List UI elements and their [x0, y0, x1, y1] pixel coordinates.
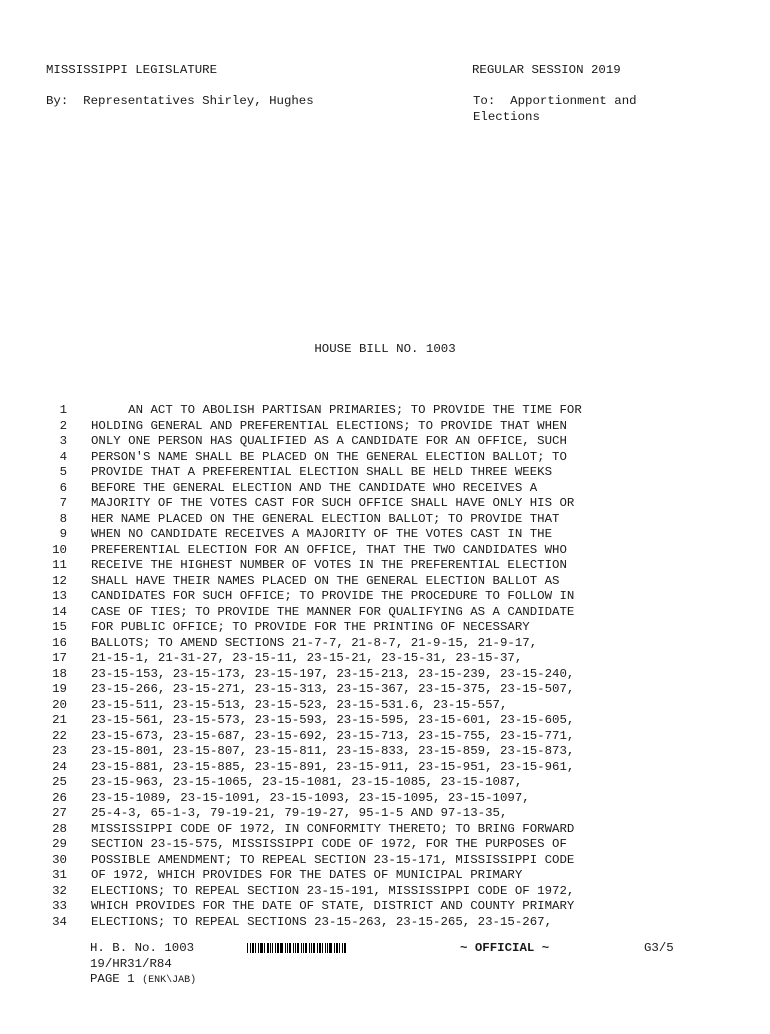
bill-line [40, 884, 740, 900]
line-number: 23 [52, 744, 67, 758]
bill-line [40, 465, 740, 481]
line-number: 18 [52, 666, 67, 681]
footer-page-code: G3/5 [644, 941, 674, 955]
line-number: 30 [52, 852, 67, 867]
bill-line [40, 605, 740, 621]
bill-line [40, 915, 740, 931]
bill-line [40, 853, 740, 869]
line-number: 8 [59, 511, 67, 526]
bill-line [40, 775, 740, 791]
session-label: REGULAR SESSION 2019 [472, 63, 621, 77]
line-number: 14 [52, 604, 67, 619]
bill-line [40, 450, 740, 466]
bill-line [40, 589, 740, 605]
bill-text [40, 403, 740, 930]
line-number: 32 [52, 883, 67, 898]
bill-line [40, 729, 740, 745]
line-text: 23-15-561, 23-15-573, 23-15-593, 23-15-595, 23-15-601, 23-15-605, [91, 713, 575, 727]
line-number: 17 [52, 651, 67, 665]
bill-line [40, 574, 740, 590]
bill-line [40, 760, 740, 776]
bill-line [40, 512, 740, 528]
line-number: 34 [52, 914, 67, 929]
line-text: 23-15-801, 23-15-807, 23-15-811, 23-15-833, 23-15-859, 23-15-873, [91, 744, 575, 758]
line-number: 9 [59, 527, 67, 541]
line-number: 24 [52, 759, 67, 774]
bill-line [40, 419, 740, 435]
bill-line [40, 899, 740, 915]
line-text: PROVIDE THAT A PREFERENTIAL ELECTION SHALL BE HELD THREE WEEKS [91, 465, 553, 479]
bill-line [40, 868, 740, 884]
line-number: 27 [52, 806, 67, 820]
bill-line [40, 496, 740, 512]
bill-line [40, 713, 740, 729]
line-text: AN ACT TO ABOLISH PARTISAN PRIMARIES; TO PROVIDE THE TIME FOR [91, 403, 582, 417]
line-text: HOLDING GENERAL AND PREFERENTIAL ELECTIONS; TO PROVIDE THAT WHEN [91, 418, 567, 433]
bill-line [40, 651, 740, 667]
bill-line [40, 543, 740, 559]
line-text: HER NAME PLACED ON THE GENERAL ELECTION BALLOT; TO PROVIDE THAT [91, 511, 560, 526]
line-text: 21-15-1, 21-31-27, 23-15-11, 23-15-21, 23-15-31, 23-15-37, [91, 651, 523, 665]
line-text: CASE OF TIES; TO PROVIDE THE MANNER FOR QUALIFYING AS A CANDIDATE [91, 604, 575, 619]
line-text: 23-15-1089, 23-15-1091, 23-15-1093, 23-15-1095, 23-15-1097, [91, 790, 530, 805]
line-number: 10 [52, 542, 67, 557]
page-footer [90, 941, 690, 988]
line-text: PERSON'S NAME SHALL BE PLACED ON THE GENERAL ELECTION BALLOT; TO [91, 449, 567, 464]
line-text: BALLOTS; TO AMEND SECTIONS 21-7-7, 21-8-7, 21-9-15, 21-9-17, [91, 635, 538, 650]
line-text: 23-15-511, 23-15-513, 23-15-523, 23-15-531.6, 23-15-557, [91, 697, 508, 712]
footer-drafter: (ENK\JAB) [142, 975, 197, 986]
line-text: 23-15-963, 23-15-1065, 23-15-1081, 23-15-1085, 23-15-1087, [91, 775, 523, 789]
bill-line [40, 527, 740, 543]
line-text: FOR PUBLIC OFFICE; TO PROVIDE FOR THE PRINTING OF NECESSARY [91, 620, 530, 634]
line-text: MISSISSIPPI CODE OF 1972, IN CONFORMITY THERETO; TO BRING FORWARD [91, 821, 575, 836]
line-number: 29 [52, 837, 67, 851]
line-number: 25 [52, 775, 67, 789]
line-number: 20 [52, 697, 67, 712]
line-number: 5 [59, 465, 67, 479]
line-number: 21 [52, 713, 67, 727]
barcode-icon [247, 943, 347, 953]
line-number: 3 [59, 434, 67, 448]
line-text: SECTION 23-15-575, MISSISSIPPI CODE OF 1972, FOR THE PURPOSES OF [91, 837, 567, 851]
line-text: BEFORE THE GENERAL ELECTION AND THE CANDIDATE WHO RECEIVES A [91, 480, 538, 495]
line-number: 33 [52, 899, 67, 913]
line-text: MAJORITY OF THE VOTES CAST FOR SUCH OFFICE SHALL HAVE ONLY HIS OR [91, 496, 575, 510]
line-text: RECEIVE THE HIGHEST NUMBER OF VOTES IN THE PREFERENTIAL ELECTION [91, 558, 567, 572]
line-text: POSSIBLE AMENDMENT; TO REPEAL SECTION 23-15-171, MISSISSIPPI CODE [91, 852, 575, 867]
line-number: 19 [52, 682, 67, 696]
line-number: 28 [52, 821, 67, 836]
line-text: 23-15-881, 23-15-885, 23-15-891, 23-15-911, 23-15-951, 23-15-961, [91, 759, 575, 774]
bill-line [40, 558, 740, 574]
line-text: 23-15-673, 23-15-687, 23-15-692, 23-15-713, 23-15-755, 23-15-771, [91, 728, 575, 743]
line-text: 23-15-266, 23-15-271, 23-15-313, 23-15-367, 23-15-375, 23-15-507, [91, 682, 575, 696]
committee-referral [473, 94, 637, 125]
line-text: WHEN NO CANDIDATE RECEIVES A MAJORITY OF THE VOTES CAST IN THE [91, 527, 553, 541]
line-text: ONLY ONE PERSON HAS QUALIFIED AS A CANDIDATE FOR AN OFFICE, SUCH [91, 434, 567, 448]
legislature-name: MISSISSIPPI LEGISLATURE [46, 63, 218, 77]
line-text: PREFERENTIAL ELECTION FOR AN OFFICE, THAT THE TWO CANDIDATES WHO [91, 542, 567, 557]
line-number: 2 [59, 418, 67, 433]
line-text: OF 1972, WHICH PROVIDES FOR THE DATES OF MUNICIPAL PRIMARY [91, 868, 523, 882]
bill-line [40, 806, 740, 822]
line-number: 4 [59, 449, 67, 464]
line-number: 1 [59, 403, 67, 417]
bill-line [40, 434, 740, 450]
line-text: 23-15-153, 23-15-173, 23-15-197, 23-15-213, 23-15-239, 23-15-240, [91, 666, 575, 681]
committee-line-1: To: Apportionment and [473, 94, 637, 108]
sponsors: By: Representatives Shirley, Hughes [46, 94, 314, 108]
footer-session-code: 19/HR31/R84 [90, 956, 172, 971]
line-number: 16 [52, 635, 67, 650]
line-number: 11 [52, 558, 67, 572]
line-number: 31 [52, 868, 67, 882]
line-number: 15 [52, 620, 67, 634]
line-number: 12 [52, 573, 67, 588]
bill-line [40, 837, 740, 853]
footer-bill-number: H. B. No. 1003 [90, 941, 195, 955]
line-text: 25-4-3, 65-1-3, 79-19-21, 79-19-27, 95-1-5 AND 97-13-35, [91, 806, 508, 820]
official-label: ~ OFFICIAL ~ [460, 941, 550, 955]
bill-line [40, 636, 740, 652]
bill-line [40, 481, 740, 497]
footer-page-label: PAGE 1 [90, 972, 143, 986]
bill-line [40, 744, 740, 760]
line-number: 26 [52, 790, 67, 805]
line-number: 13 [52, 589, 67, 603]
bill-line [40, 667, 740, 683]
line-text: SHALL HAVE THEIR NAMES PLACED ON THE GENERAL ELECTION BALLOT AS [91, 573, 560, 588]
line-text: ELECTIONS; TO REPEAL SECTION 23-15-191, MISSISSIPPI CODE OF 1972, [91, 883, 575, 898]
line-text: WHICH PROVIDES FOR THE DATE OF STATE, DISTRICT AND COUNTY PRIMARY [91, 899, 575, 913]
bill-line [40, 620, 740, 636]
line-number: 22 [52, 728, 67, 743]
bill-line [40, 698, 740, 714]
bill-line [40, 822, 740, 838]
line-number: 6 [59, 480, 67, 495]
line-text: CANDIDATES FOR SUCH OFFICE; TO PROVIDE THE PROCEDURE TO FOLLOW IN [91, 589, 575, 603]
bill-line [40, 403, 740, 419]
line-number: 7 [59, 496, 67, 510]
bill-line [40, 791, 740, 807]
bill-title: HOUSE BILL NO. 1003 [314, 342, 456, 356]
bill-line [40, 682, 740, 698]
line-text: ELECTIONS; TO REPEAL SECTIONS 23-15-263, 23-15-265, 23-15-267, [91, 914, 553, 929]
committee-line-2: Elections [473, 109, 540, 124]
